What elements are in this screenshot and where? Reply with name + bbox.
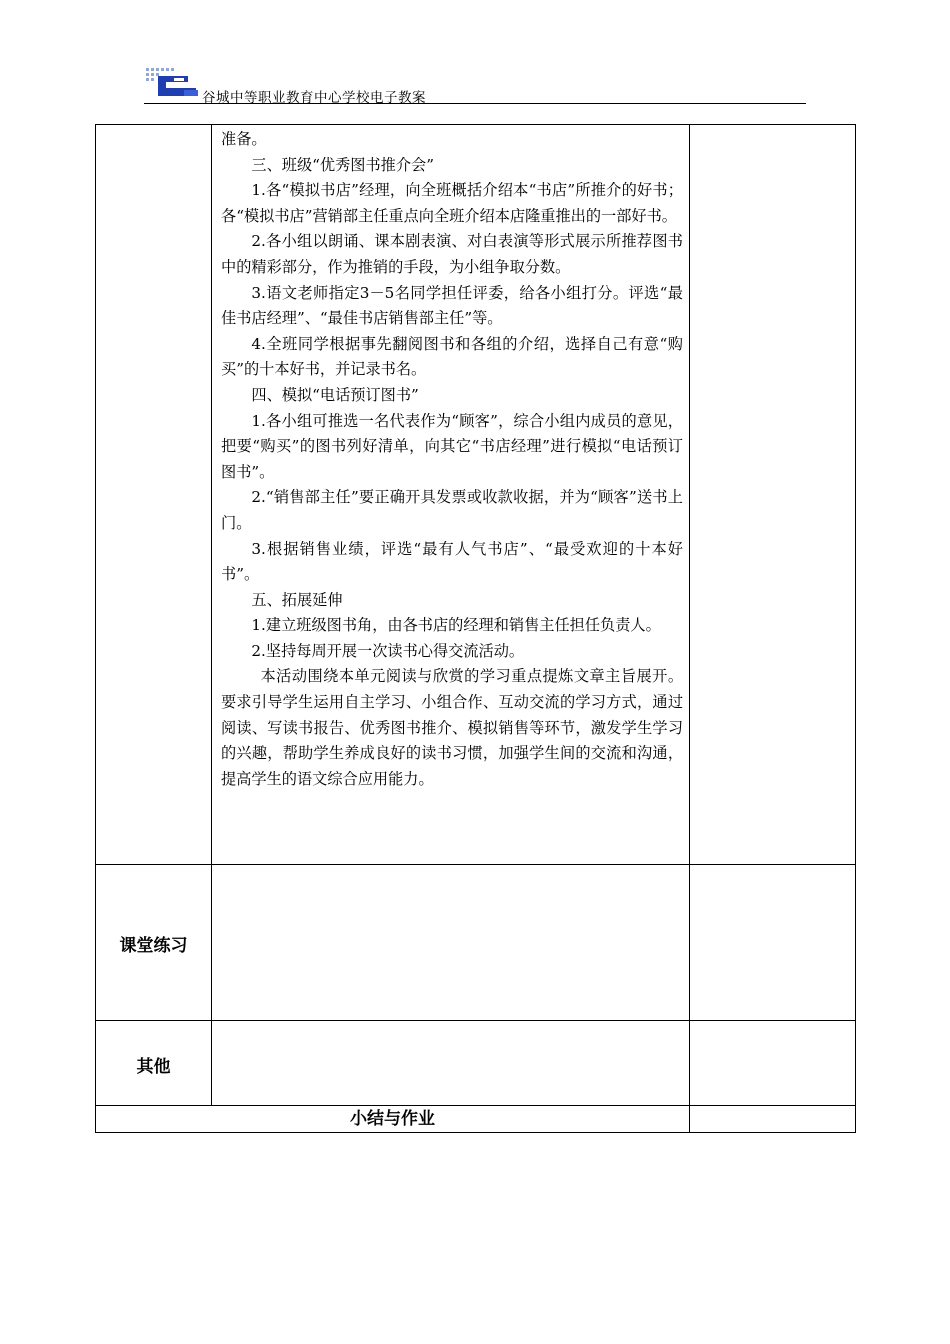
paragraph: 2.坚持每周开展一次读书心得交流活动。	[251, 641, 525, 660]
section-heading: 五、拓展延伸	[251, 590, 343, 609]
paragraph: 1.各“模拟书店”经理，向全班概括介绍本“书店”所推介的好书；各“模拟书店”营销部主任重点向全班介绍本店隆重推出的一部好书。	[221, 181, 683, 225]
table-row-divider	[95, 864, 856, 865]
paragraph: 3.语文老师指定3－5名同学担任评委，给各小组打分。评选“最佳书店经理”、“最佳书店销售部主任”等。	[221, 283, 683, 328]
paragraph: 2.“销售部主任”要正确开具发票或收款收据，并为“顾客”送书上门。	[221, 488, 683, 532]
section-heading: 四、模拟“电话预订图书”	[251, 385, 419, 404]
table-row-divider	[95, 1020, 856, 1021]
table-col-divider	[689, 124, 690, 1133]
document-header	[144, 66, 806, 106]
activity-content	[221, 127, 683, 792]
paragraph: 1.建立班级图书角，由各书店的经理和销售主任担任负责人。	[251, 616, 661, 635]
section-heading: 三、班级“优秀图书推介会”	[251, 155, 434, 174]
header-rule	[144, 103, 806, 104]
paragraph: 1.各小组可推选一名代表作为“顾客”，综合小组内成员的意见，把要“购买”的图书列好清单，向其它“书店经理”进行模拟“电话预订图书”。	[221, 411, 683, 481]
summary-paragraph: 本活动围绕本单元阅读与欣赏的学习重点提炼文章主旨展开。要求引导学生运用自主学习、小组合作、互动交流的学习方式，通过阅读、写读书报告、优秀图书推介、模拟销售等环节，激发学生学习的兴趣，帮助学生养成良好的读书习惯，加强学生间的交流和沟通，提高学生的语文综合应用能力。	[221, 667, 683, 788]
paragraph: 3.根据销售业绩，评选“最有人气书店”、“最受欢迎的十本好书”。	[221, 539, 683, 584]
table-col-divider	[211, 124, 212, 1106]
summary-homework-label: 小结与作业	[350, 1109, 435, 1129]
paragraph: 4.全班同学根据事先翻阅图书和各组的介绍，选择自己有意“购买”的十本好书，并记录书名。	[221, 334, 683, 379]
paragraph: 准备。	[221, 130, 267, 148]
school-logo-icon	[144, 66, 200, 100]
school-title: 谷城中等职业教育中心学校电子教案	[202, 90, 426, 106]
paragraph: 2.各小组以朗诵、课本剧表演、对白表演等形式展示所推荐图书中的精彩部分，作为推销的手段，为小组争取分数。	[221, 232, 683, 276]
other-label: 其他	[136, 1057, 171, 1077]
classroom-practice-label: 课堂练习	[119, 936, 188, 956]
